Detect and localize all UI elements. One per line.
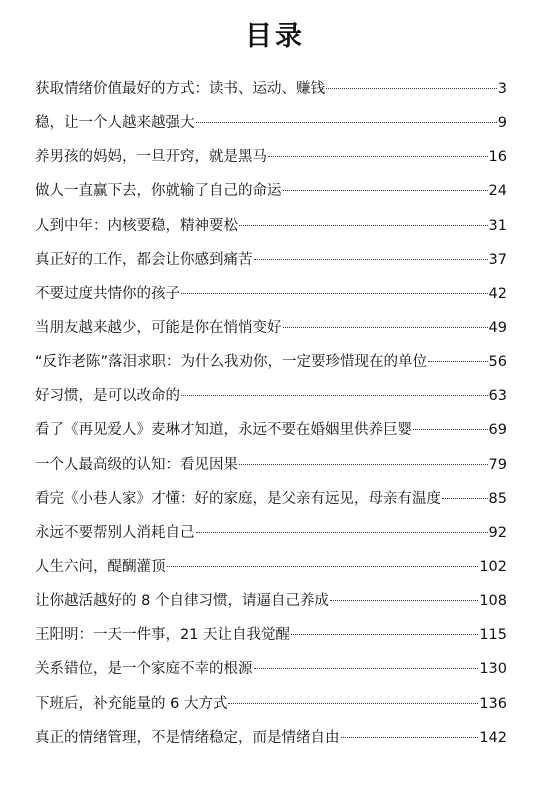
- toc-entry[interactable]: [35, 348, 507, 382]
- toc-entry-title: 真正的情绪管理，不是情绪稳定，而是情绪自由: [35, 729, 340, 746]
- toc-entry-page-number: 102: [479, 558, 507, 575]
- toc-entry-page-number: 63: [488, 388, 507, 405]
- toc-entry-page-number: 16: [488, 149, 507, 166]
- toc-entry-title: 养男孩的妈妈，一旦开窍，就是黑马: [35, 149, 267, 166]
- toc-entry-title: 当朋友越来越少，可能是你在悄悄变好: [35, 319, 282, 336]
- dot-leader: [413, 429, 488, 430]
- dot-leader: [341, 737, 479, 738]
- toc-entry-page-number: 142: [479, 729, 507, 746]
- dot-leader: [181, 293, 488, 294]
- toc-entry-page-number: 9: [497, 115, 507, 132]
- dot-leader: [442, 498, 488, 499]
- toc-entry-title: 王阳明：一天一件事，21 天让自我觉醒: [35, 627, 291, 644]
- toc-entry[interactable]: [35, 246, 507, 280]
- toc-entry[interactable]: [35, 655, 507, 689]
- toc-entry[interactable]: [35, 690, 507, 724]
- toc-entry[interactable]: [35, 109, 507, 143]
- toc-entry[interactable]: [35, 212, 507, 246]
- dot-leader: [254, 668, 479, 669]
- toc-entry[interactable]: [35, 75, 507, 109]
- toc-entry-title: 人生六问，醍醐灌顶: [35, 558, 166, 575]
- dot-leader: [239, 225, 488, 226]
- toc-entry-page-number: 56: [488, 354, 507, 371]
- dot-leader: [167, 566, 479, 567]
- dot-leader: [196, 532, 488, 533]
- toc-entry-page-number: 3: [497, 81, 507, 97]
- toc-entry[interactable]: [35, 280, 507, 314]
- toc-entry-title: 稳，让一个人越来越强大: [35, 115, 195, 132]
- toc-entry-title: 让你越活越好的 8 个自律习惯，请逼自己养成: [35, 593, 329, 610]
- toc-entry-page-number: 92: [488, 524, 507, 541]
- toc-entry-page-number: 136: [479, 695, 507, 712]
- toc-entry[interactable]: [35, 382, 507, 416]
- dot-leader: [428, 361, 488, 362]
- toc-entry-title: 关系错位，是一个家庭不幸的根源: [35, 661, 253, 678]
- dot-leader: [326, 88, 497, 89]
- toc-entry[interactable]: [35, 519, 507, 553]
- dot-leader: [268, 156, 488, 157]
- toc-entry-page-number: 49: [488, 319, 507, 336]
- dot-leader: [283, 327, 488, 328]
- toc-entry-page-number: 85: [488, 490, 507, 507]
- dot-leader: [283, 190, 488, 191]
- toc-entry-page-number: 79: [488, 456, 507, 473]
- toc-entry[interactable]: [35, 485, 507, 519]
- toc-entry-page-number: 31: [488, 217, 507, 234]
- toc-entry-title: 下班后，补充能量的 6 大方式: [35, 695, 228, 712]
- toc-entry[interactable]: [35, 587, 507, 621]
- toc-entry-title: 不要过度共情你的孩子: [35, 285, 180, 302]
- toc-entry-page-number: 37: [488, 251, 507, 268]
- dot-leader: [254, 259, 488, 260]
- toc-entry-page-number: 115: [479, 627, 507, 644]
- dot-leader: [239, 464, 488, 465]
- toc-entry-page-number: 130: [479, 661, 507, 678]
- table-of-contents: [35, 75, 507, 758]
- toc-entry-title: 一个人最高级的认知：看见因果: [35, 456, 238, 473]
- page-title: 目录: [245, 21, 305, 52]
- toc-entry-title: 真正好的工作，都会让你感到痛苦: [35, 251, 253, 268]
- toc-entry[interactable]: [35, 451, 507, 485]
- toc-entry-title: 永远不要帮别人消耗自己: [35, 524, 195, 541]
- dot-leader: [291, 634, 478, 635]
- dot-leader: [330, 600, 478, 601]
- toc-entry[interactable]: [35, 314, 507, 348]
- toc-entry-title: 人到中年：内核要稳，精神要松: [35, 217, 238, 234]
- toc-entry-title: 获取情绪价值最好的方式：读书、运动、赚钱: [35, 81, 325, 97]
- dot-leader: [196, 122, 497, 123]
- toc-entry-page-number: 69: [488, 422, 507, 439]
- toc-entry[interactable]: [35, 143, 507, 177]
- toc-entry[interactable]: [35, 553, 507, 587]
- toc-entry-title: 看了《再见爱人》麦琳才知道，永远不要在婚姻里供养巨婴: [35, 422, 412, 439]
- toc-entry-title: “反诈老陈”落泪求职：为什么我劝你，一定要珍惜现在的单位: [35, 354, 428, 371]
- toc-entry[interactable]: [35, 724, 507, 758]
- toc-entry[interactable]: [35, 621, 507, 655]
- toc-entry-title: 好习惯，是可以改命的: [35, 388, 180, 405]
- dot-leader: [228, 703, 478, 704]
- toc-entry-title: 看完《小巷人家》才懂：好的家庭，是父亲有远见，母亲有温度: [35, 490, 441, 507]
- toc-entry[interactable]: [35, 177, 507, 211]
- dot-leader: [181, 395, 488, 396]
- toc-entry-page-number: 42: [488, 285, 507, 302]
- toc-entry-title: 做人一直赢下去，你就输了自己的命运: [35, 183, 282, 200]
- toc-entry[interactable]: [35, 416, 507, 450]
- toc-entry-page-number: 24: [488, 183, 507, 200]
- toc-entry-page-number: 108: [479, 593, 507, 610]
